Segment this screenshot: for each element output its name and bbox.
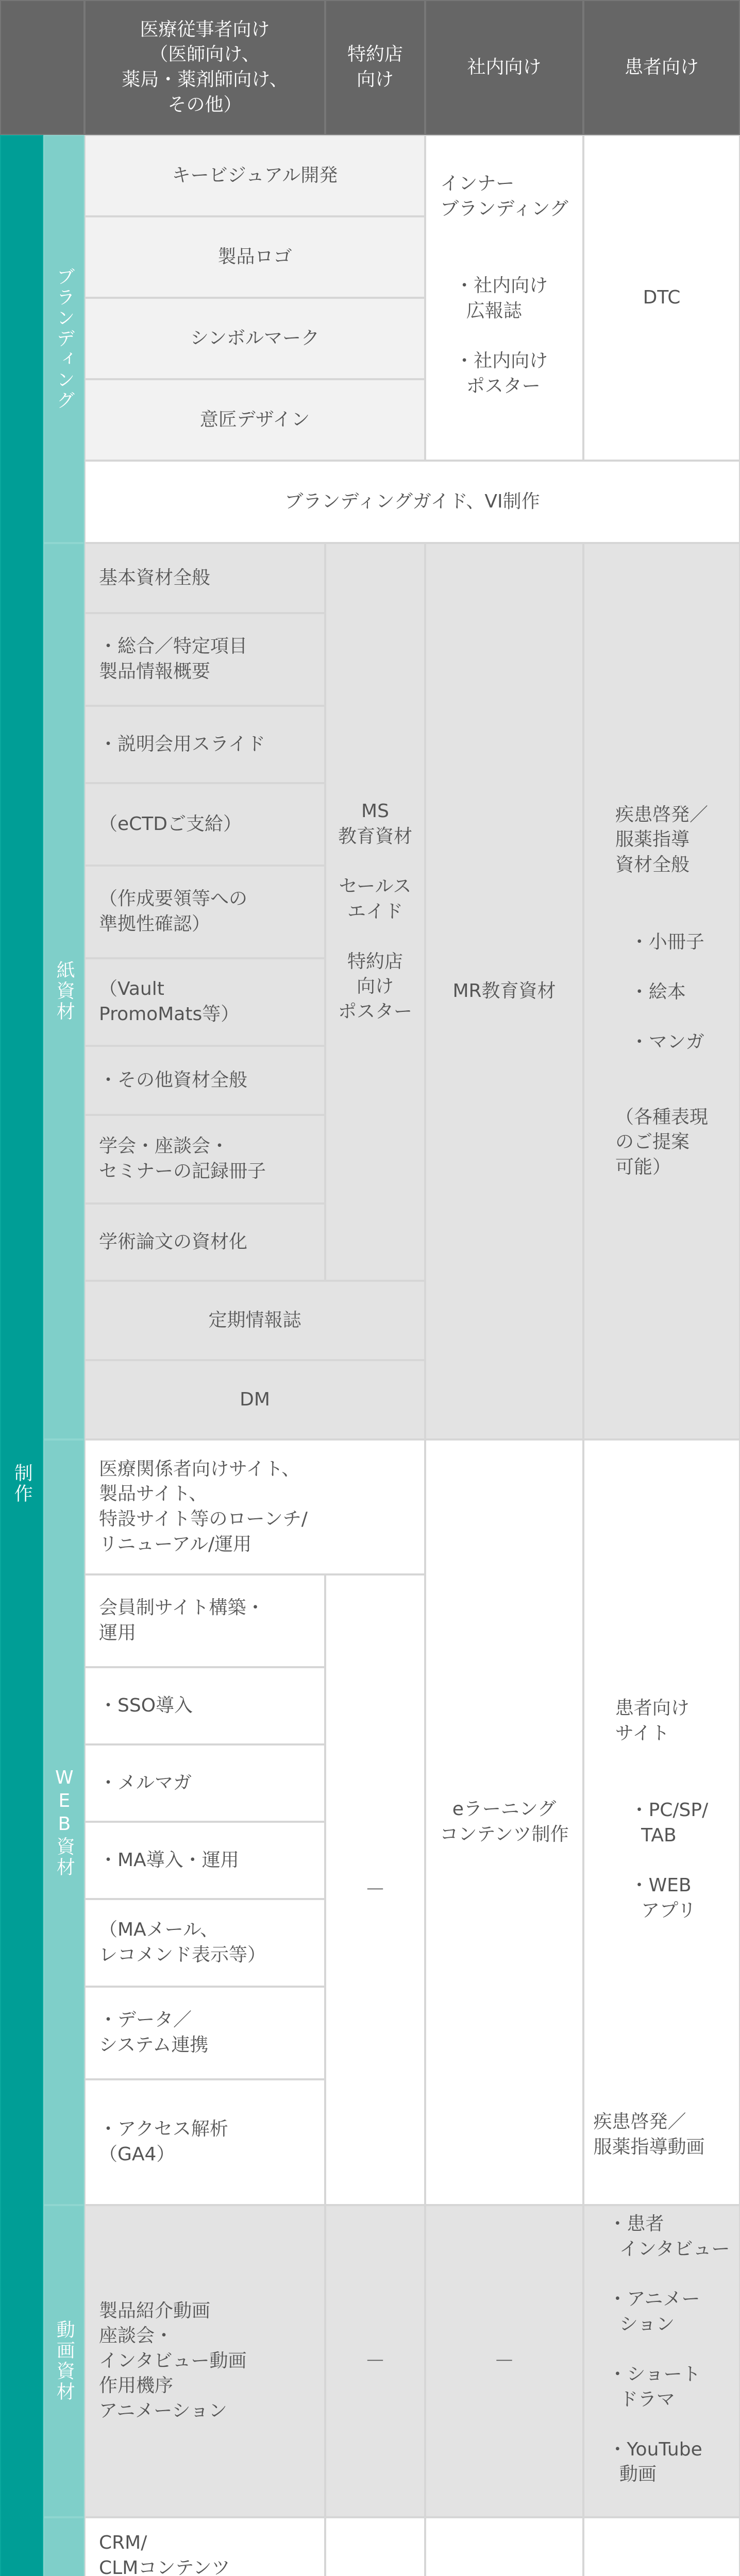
header-dealer: 特約店 向け xyxy=(325,0,425,135)
web-launch: 医療関係者向けサイト、 製品サイト、 特設サイト等のローンチ/ リニューアル/運用 xyxy=(85,1439,425,1574)
header-patient: 患者向け xyxy=(583,0,740,135)
section-production: 制作 xyxy=(0,135,43,2576)
video-internal: － xyxy=(425,2205,583,2517)
branding-internal-title: インナー ブランディング xyxy=(440,173,568,219)
subsection-video: 動画資材 xyxy=(43,2205,85,2517)
video-patient-item: ・ ショート ドラマ xyxy=(594,2362,730,2412)
paper-item: ・総合／特定項目 製品情報概要 xyxy=(85,613,325,706)
web-patient-item: ・ PC/SP/ TAB xyxy=(615,1798,708,1848)
paper-periodic: 定期情報誌 xyxy=(85,1281,425,1360)
paper-patient-title: 疾患啓発／ 服薬指導 資材全般 xyxy=(615,804,708,875)
web-item: 会員制サイト構築・ 運用 xyxy=(85,1574,325,1667)
web-patient-title: 患者向け サイト xyxy=(615,1698,689,1744)
branding-patient: DTC xyxy=(583,135,740,461)
branding-internal-item: ・ 社内向け ポスター xyxy=(440,349,568,399)
app-internal xyxy=(425,2517,583,2576)
paper-item: （作成要領等への 準拠性確認） xyxy=(85,866,325,958)
subsection-paper: 紙資材 xyxy=(43,543,85,1439)
header-internal: 社内向け xyxy=(425,0,583,135)
video-dealer: － xyxy=(325,2205,425,2517)
branding-item-design: 意匠デザイン xyxy=(85,379,425,461)
subsection-branding: ブランディング xyxy=(43,135,85,543)
header-corner xyxy=(0,0,85,135)
branding-internal xyxy=(425,135,583,461)
web-internal: eラーニング コンテンツ制作 xyxy=(425,1439,583,2205)
app-dealer xyxy=(325,2517,425,2576)
video-medical: 製品紹介動画 座談会・ インタビュー動画 作用機序 アニメーション xyxy=(85,2205,325,2517)
video-patient xyxy=(583,2111,740,2517)
paper-item: ・説明会用スライド xyxy=(85,706,325,783)
paper-dealer: MS 教育資材 セールス エイド 特約店 向け ポスター xyxy=(325,543,425,1281)
paper-item: 学会・座談会・ セミナーの記録冊子 xyxy=(85,1115,325,1204)
web-dealer: － xyxy=(325,1574,425,2205)
branding-guide: ブランディングガイド、VI制作 xyxy=(85,461,740,543)
paper-item: ・その他資材全般 xyxy=(85,1046,325,1115)
branding-item-symbol-mark: シンボルマーク xyxy=(85,298,425,379)
web-item: ・SSO導入 xyxy=(85,1667,325,1744)
branding-item-product-logo: 製品ロゴ xyxy=(85,216,425,298)
web-item: ・メルマガ xyxy=(85,1744,325,1822)
video-patient-title: 疾患啓発／ 服薬指導動画 xyxy=(593,2111,705,2158)
subsection-app xyxy=(43,2517,85,2576)
web-item: ・データ／ システム連携 xyxy=(85,1987,325,2079)
paper-patient xyxy=(583,543,740,1439)
paper-patient-item: ・ マンガ xyxy=(615,1030,708,1055)
subsection-web: WEB資材 xyxy=(43,1439,85,2205)
video-patient-item: ・ アニメー ション xyxy=(594,2287,730,2337)
paper-patient-item: ・ 絵本 xyxy=(615,980,708,1005)
paper-dm: DM xyxy=(85,1360,425,1439)
app-patient xyxy=(583,2517,740,2576)
web-patient-item: ・ WEB アプリ xyxy=(615,1873,708,1923)
app-item: CRM/ CLMコンテンツ xyxy=(85,2517,325,2576)
branding-item-key-visual: キービジュアル開発 xyxy=(85,135,425,216)
video-patient-item: ・ 患者 インタビュー xyxy=(594,2212,730,2262)
paper-item: （Vault PromoMats等） xyxy=(85,958,325,1046)
web-item: （MAメール、 レコメンド表示等） xyxy=(85,1899,325,1987)
paper-item: 学術論文の資材化 xyxy=(85,1204,325,1281)
paper-patient-item: ・ 小冊子 xyxy=(615,930,708,955)
paper-item: （eCTDご支給） xyxy=(85,783,325,866)
paper-patient-note: （各種表現 のご提案 可能） xyxy=(615,1106,708,1178)
branding-internal-item: ・ 社内向け 広報誌 xyxy=(440,274,568,324)
web-item: ・MA導入・運用 xyxy=(85,1822,325,1899)
web-item: ・アクセス解析 （GA4） xyxy=(85,2079,325,2205)
header-medical: 医療従事者向け （医師向け、 薬局・薬剤師向け、 その他） xyxy=(85,0,325,135)
paper-item: 基本資材全般 xyxy=(85,543,325,613)
video-patient-item: ・ YouTube 動画 xyxy=(594,2437,730,2487)
paper-internal: MR教育資材 xyxy=(425,543,583,1439)
